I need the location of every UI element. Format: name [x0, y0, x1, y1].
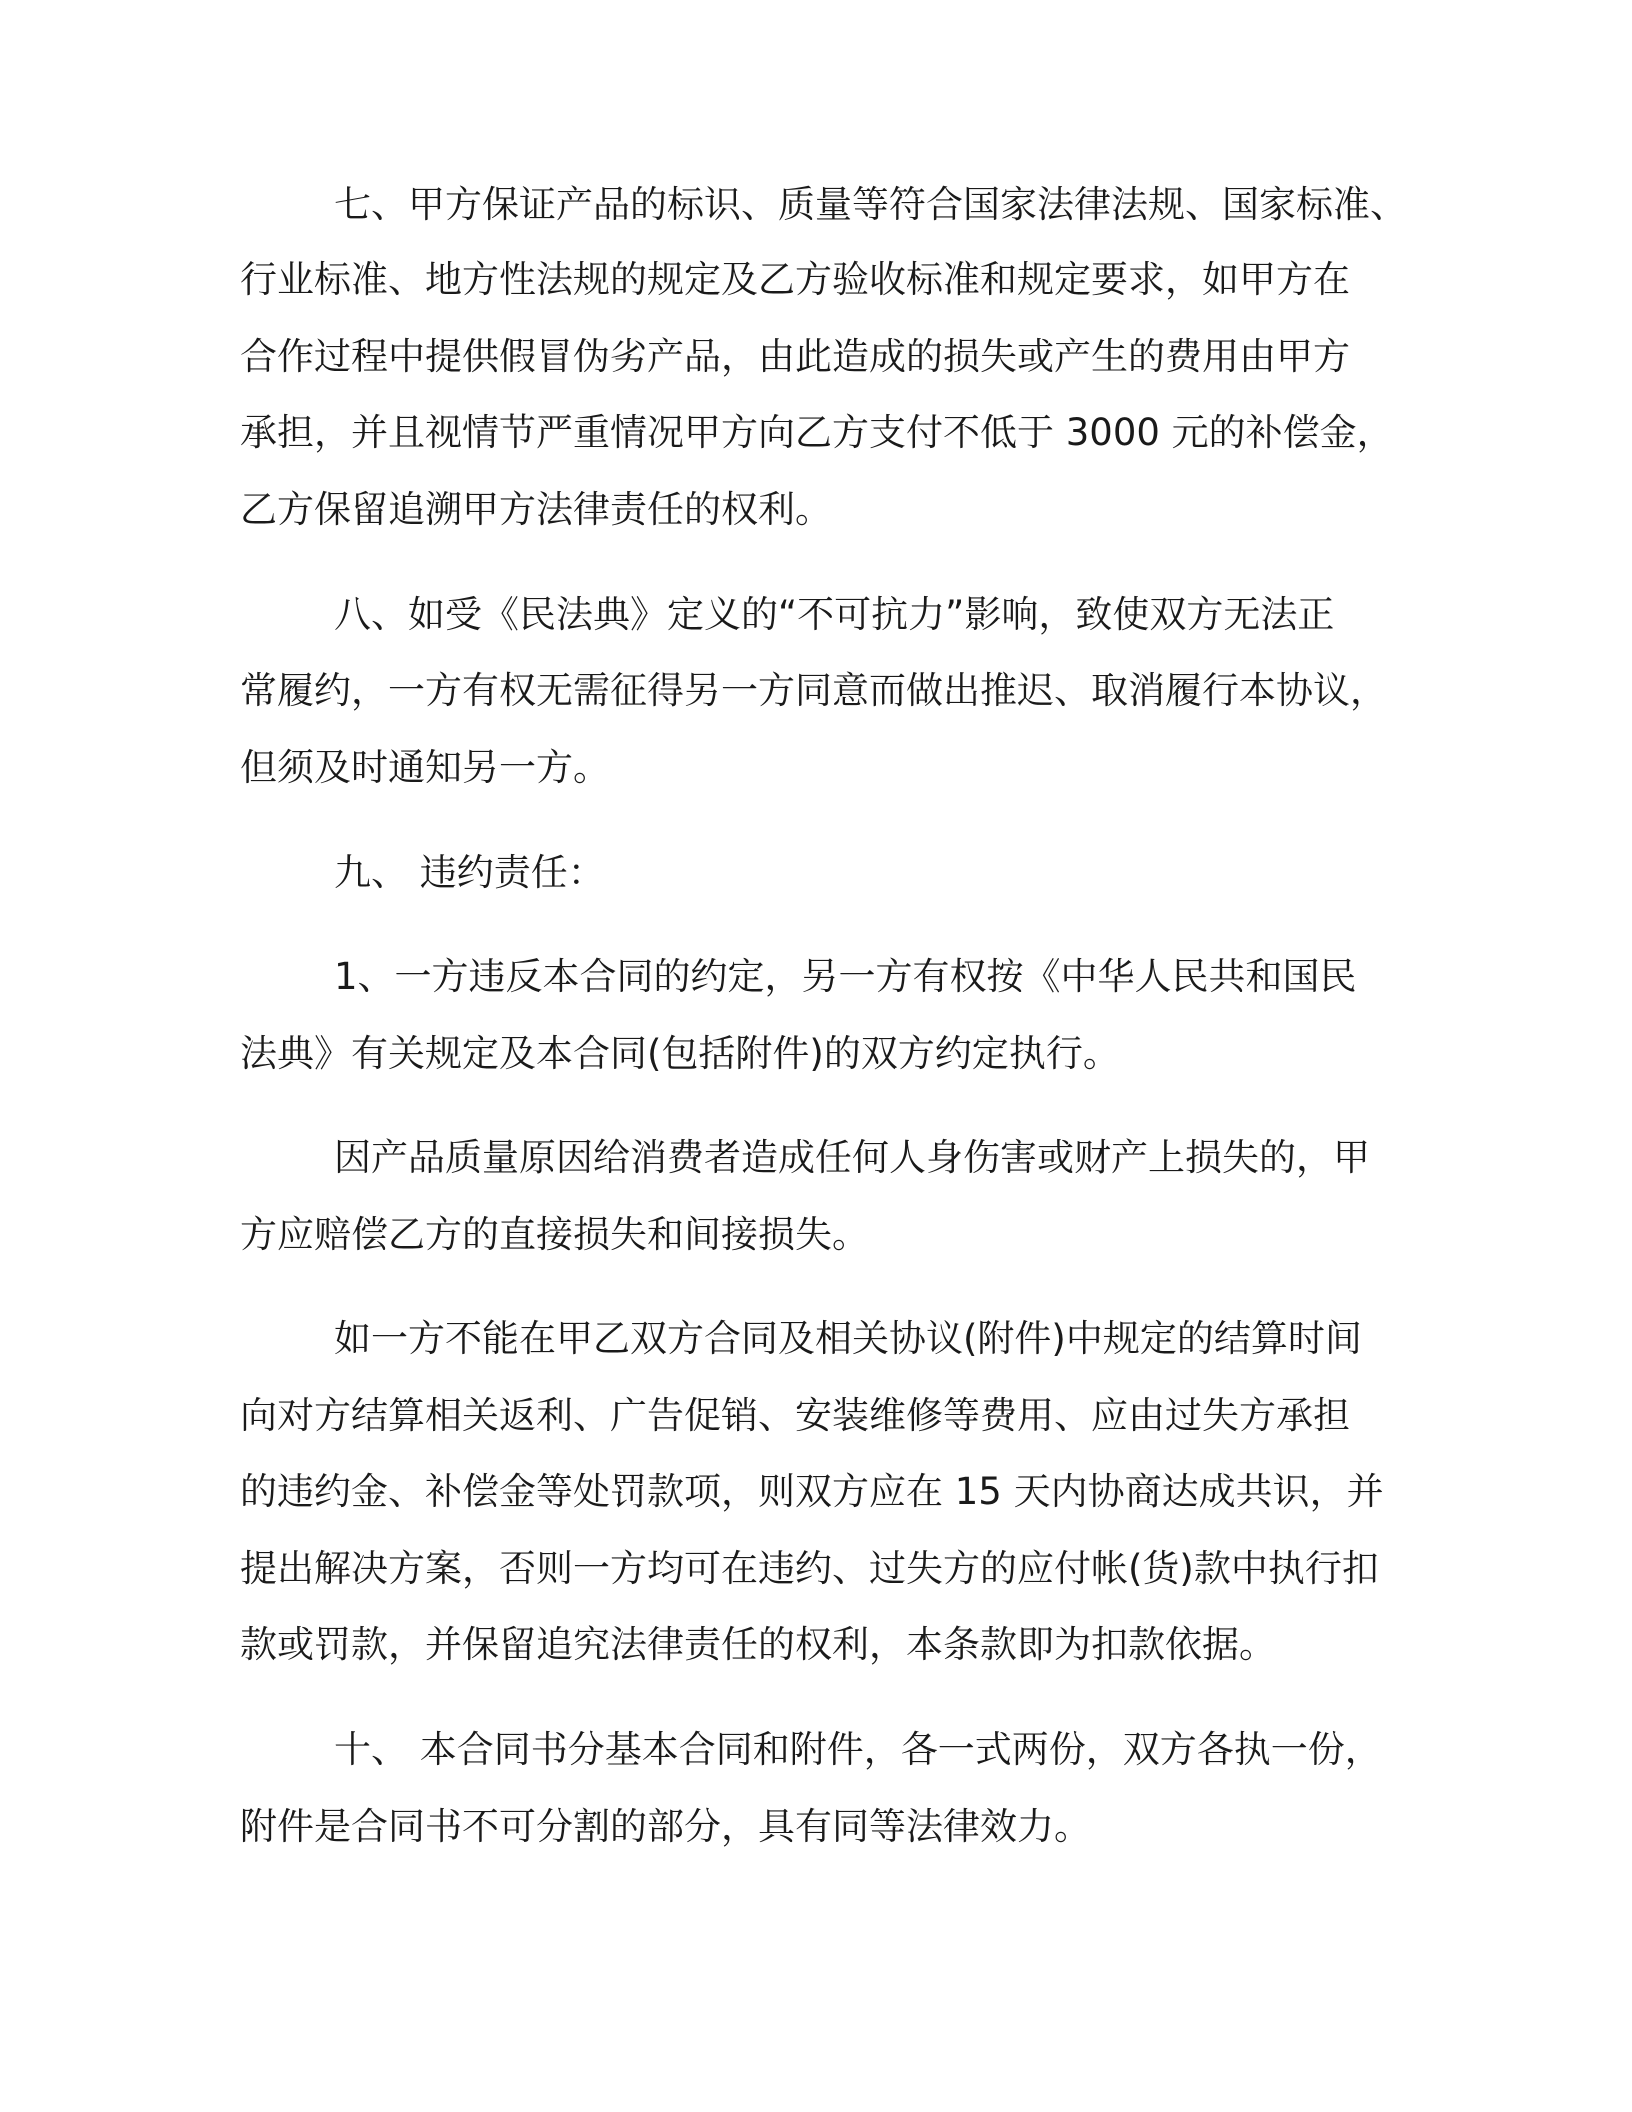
- text-line: 十、 本合同书分基本合同和附件，各一式两份，双方各执一份，: [334, 1728, 1382, 1771]
- text-line: 向对方结算相关返利、广告促销、安装维修等费用、应由过失方承担: [240, 1394, 1350, 1437]
- text-line: 但须及时通知另一方。: [240, 746, 610, 789]
- text-line: 承担，并且视情节严重情况甲方向乙方支付不低于 3000 元的补偿金，: [240, 411, 1394, 454]
- text-line: 乙方保留追溯甲方法律责任的权利。: [240, 488, 832, 531]
- text-line: 七、甲方保证产品的标识、质量等符合国家法律法规、国家标准、: [334, 183, 1407, 226]
- text-line: 常履约，一方有权无需征得另一方同意而做出推迟、取消履行本协议，: [240, 669, 1387, 712]
- text-line: 因产品质量原因给消费者造成任何人身伤害或财产上损失的，甲: [334, 1136, 1370, 1179]
- text-line: 法典》有关规定及本合同(包括附件)的双方约定执行。: [240, 1032, 1120, 1075]
- text-line: 附件是合同书不可分割的部分，具有同等法律效力。: [240, 1805, 1091, 1848]
- text-line: 合作过程中提供假冒伪劣产品，由此造成的损失或产生的费用由甲方: [240, 335, 1350, 378]
- text-line: 款或罚款，并保留追究法律责任的权利，本条款即为扣款依据。: [240, 1623, 1276, 1666]
- text-line: 1、一方违反本合同的约定，另一方有权按《中华人民共和国民: [334, 955, 1357, 998]
- section-heading: 九、 违约责任：: [334, 851, 605, 894]
- text-line: 的违约金、补偿金等处罚款项，则双方应在 15 天内协商达成共识，并: [240, 1470, 1384, 1513]
- text-line: 方应赔偿乙方的直接损失和间接损失。: [240, 1213, 869, 1256]
- text-line: 行业标准、地方性法规的规定及乙方验收标准和规定要求，如甲方在: [240, 258, 1350, 301]
- text-line: 如一方不能在甲乙双方合同及相关协议(附件)中规定的结算时间: [334, 1317, 1362, 1360]
- text-line: 八、如受《民法典》定义的“不可抗力”影响，致使双方无法正: [334, 593, 1335, 636]
- text-line: 提出解决方案，否则一方均可在违约、过失方的应付帐(货)款中执行扣: [240, 1547, 1379, 1590]
